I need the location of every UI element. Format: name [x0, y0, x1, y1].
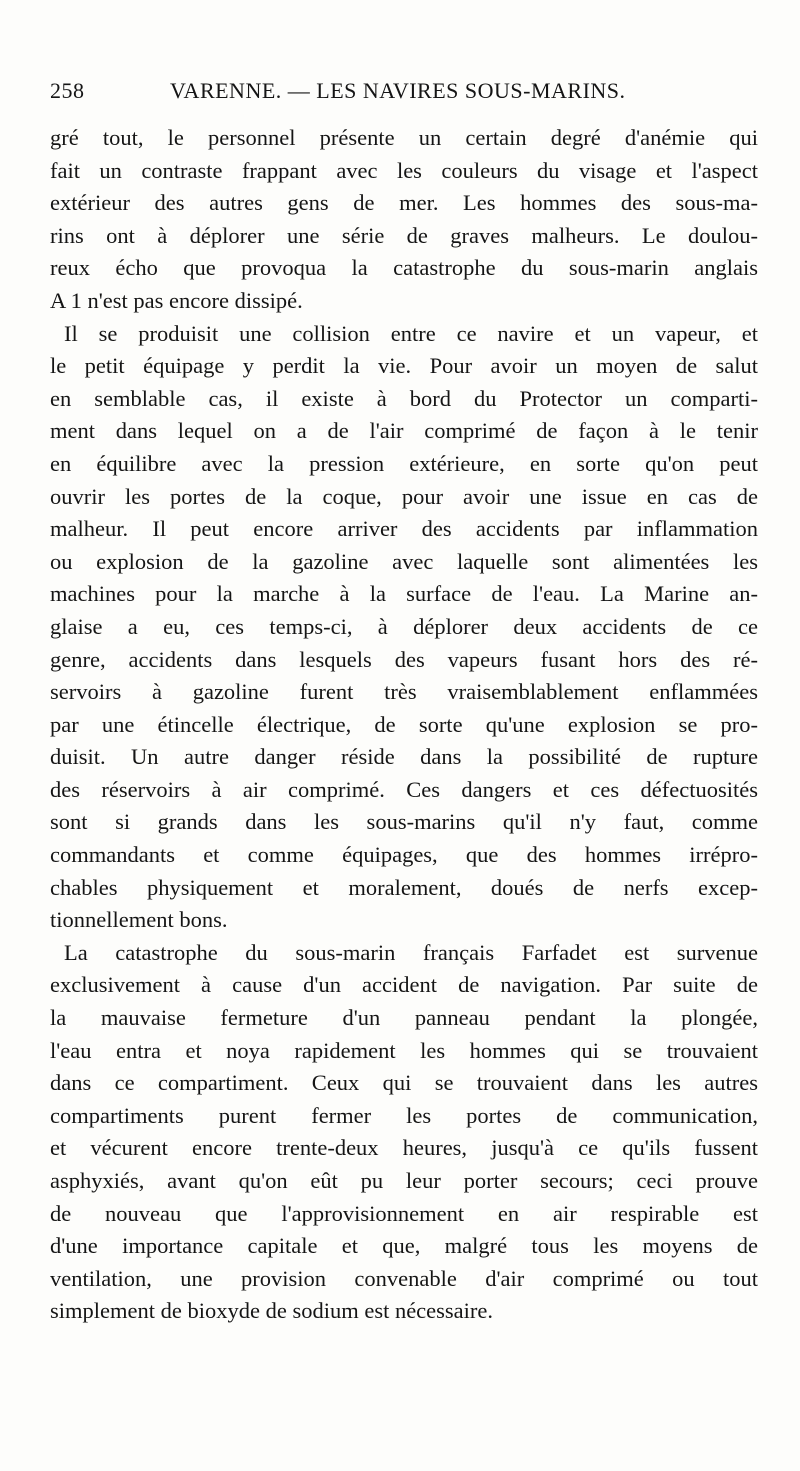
text-line: genre, accidents dans lesquels des vapeurs fusant hors des ré- [50, 646, 758, 672]
text-line: exclusivement à cause d'un accident de navigation. Par suite de [50, 972, 758, 998]
text-line: ou explosion de la gazoline avec laquelle sont alimentées les [50, 548, 758, 574]
text-line: ouvrir les portes de la coque, pour avoir une issue en cas de [50, 483, 758, 509]
running-head: VARENNE. — LES NAVIRES SOUS-MARINS. [170, 78, 626, 103]
text-line: Il se produisit une collision entre ce navire et un vapeur, et [64, 320, 758, 346]
text-line: malheur. Il peut encore arriver des accidents par inflammation [50, 516, 758, 542]
text-line: gré tout, le personnel présente un certain degré d'anémie qui [50, 125, 758, 150]
text-line: le petit équipage y perdit la vie. Pour avoir un moyen de salut [50, 353, 758, 379]
text-line: en équilibre avec la pression extérieure, en sorte qu'on peut [50, 450, 758, 476]
text-line: ventilation, une provision convenable d'air comprimé ou tout [50, 1265, 758, 1291]
text-line: par une étincelle électrique, de sorte qu'une explosion se pro- [50, 711, 758, 737]
text-line: fait un contraste frappant avec les couleurs du visage et l'aspect [50, 157, 758, 183]
text-line: la mauvaise fermeture d'un panneau pendant la plongée, [50, 1005, 758, 1031]
text-line: des réservoirs à air comprimé. Ces dangers et ces défectuosités [50, 776, 758, 802]
page-number: 258 [50, 78, 85, 103]
text-line: ment dans lequel on a de l'air comprimé de façon à le tenir [50, 418, 758, 444]
page-header [50, 78, 758, 108]
text-line: rins ont à déplorer une série de graves malheurs. Le doulou- [50, 222, 758, 248]
paragraph [50, 318, 758, 937]
text-line: glaise a eu, ces temps-ci, à déplorer deux accidents de ce [50, 613, 758, 639]
text-line: chables physiquement et moralement, doués de nerfs excep- [50, 874, 758, 900]
text-line: sont si grands dans les sous-marins qu'il n'y faut, comme [50, 809, 758, 835]
paragraph [50, 937, 758, 1328]
text-line: simplement de bioxyde de sodium est nécessaire. [50, 1298, 494, 1324]
text-line: d'une importance capitale et que, malgré tous les moyens de [50, 1233, 758, 1259]
text-line: machines pour la marche à la surface de l'eau. La Marine an- [50, 581, 758, 607]
text-line: tionnellement bons. [50, 907, 228, 933]
text-line: commandants et comme équipages, que des hommes irrépro- [50, 842, 758, 868]
text-line: et vécurent encore trente-deux heures, jusqu'à ce qu'ils fussent [50, 1135, 758, 1161]
paragraph [50, 122, 758, 318]
text-line: dans ce compartiment. Ceux qui se trouvaient dans les autres [50, 1070, 758, 1096]
text-line: A 1 n'est pas encore dissipé. [50, 287, 303, 313]
text-line: compartiments purent fermer les portes de communication, [50, 1102, 758, 1128]
text-line: asphyxiés, avant qu'on eût pu leur porter secours; ceci prouve [50, 1168, 758, 1193]
text-line: servoirs à gazoline furent très vraisemblablement enflammées [50, 679, 758, 705]
text-line: La catastrophe du sous-marin français Farfadet est survenue [64, 939, 758, 965]
text-line: duisit. Un autre danger réside dans la possibilité de rupture [50, 744, 758, 770]
body-text [50, 122, 758, 1328]
text-line: de nouveau que l'approvisionnement en air respirable est [50, 1200, 758, 1226]
text-line: en semblable cas, il existe à bord du Protector un comparti- [50, 385, 758, 411]
text-line: reux écho que provoqua la catastrophe du sous-marin anglais [50, 255, 758, 281]
text-line: l'eau entra et noya rapidement les hommes qui se trouvaient [50, 1037, 758, 1063]
text-line: extérieur des autres gens de mer. Les hommes des sous-ma- [50, 190, 758, 216]
